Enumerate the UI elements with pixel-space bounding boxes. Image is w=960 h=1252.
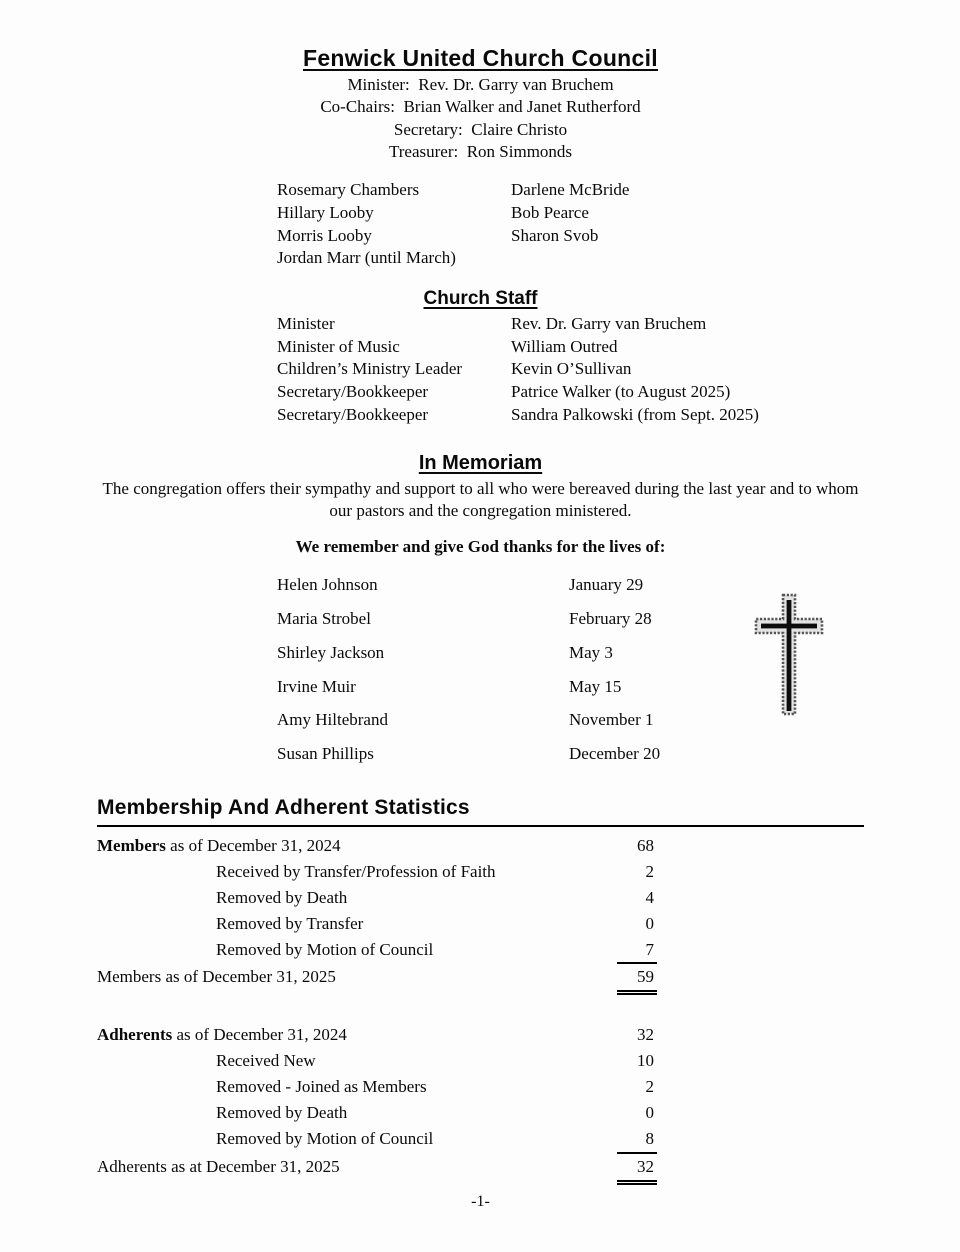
stat-label-bold: Adherents <box>97 1025 173 1045</box>
staff-name: Patrice Walker (to August 2025) <box>511 382 731 402</box>
stat-value: 68 <box>637 835 654 855</box>
stat-label-text: as of December 31, 2024 <box>172 1025 347 1045</box>
memoriam-name: Susan Phillips <box>277 744 374 764</box>
stat-row <box>97 1048 864 1074</box>
council-member: Rosemary Chambers <box>277 180 420 200</box>
staff-role: Secretary/Bookkeeper <box>277 382 429 402</box>
stat-row <box>97 1154 864 1185</box>
staff-name: Kevin O’Sullivan <box>511 359 632 379</box>
officer-line-cochairs: Co-Chairs: Brian Walker and Janet Rutherford <box>320 97 641 117</box>
stat-label: Adherents as at December 31, 2025 <box>97 1156 340 1176</box>
stat-value: 32 <box>637 1025 654 1045</box>
stat-label-text: as of December 31, 2024 <box>165 835 341 855</box>
staff-name: William Outred <box>511 336 618 356</box>
stat-row <box>97 885 864 911</box>
stat-label: Removed by Death <box>216 887 348 907</box>
stat-value: 0 <box>645 1103 654 1123</box>
church-staff-list <box>277 313 864 427</box>
council-member: Hillary Looby <box>277 202 374 222</box>
stat-label-bold: Members <box>97 835 166 855</box>
stat-row <box>97 964 864 995</box>
staff-role: Secretary/Bookkeeper <box>277 404 429 424</box>
stat-row <box>97 859 864 885</box>
in-memoriam-heading: In Memoriam <box>418 451 543 474</box>
council-members-list <box>277 179 864 270</box>
memoriam-date: January 29 <box>569 575 644 595</box>
council-member: Darlene McBride <box>511 180 630 200</box>
memoriam-date: February 28 <box>569 608 652 628</box>
in-memoriam-paragraph: The congregation offers their sympathy and support to all who were bereaved during the last year and to whom our pastors and the congregation ministered. <box>102 478 859 520</box>
memoriam-date: May 3 <box>569 642 613 662</box>
stat-value: 2 <box>645 861 654 881</box>
stat-value: 0 <box>645 913 654 933</box>
stat-label: Removed by Death <box>216 1103 348 1123</box>
stat-row <box>97 1022 864 1048</box>
council-member-empty <box>511 247 864 270</box>
memoriam-name: Amy Hiltebrand <box>277 710 388 730</box>
stat-label: Removed by Motion of Council <box>216 1128 434 1148</box>
council-officers <box>97 74 864 163</box>
memoriam-date: November 1 <box>569 710 654 730</box>
officer-line-minister: Minister: Rev. Dr. Garry van Bruchem <box>347 75 614 94</box>
in-memoriam-subheading: We remember and give God thanks for the lives of: <box>295 537 666 557</box>
stat-label: Received by Transfer/Profession of Faith <box>216 861 496 881</box>
officer-line-treasurer: Treasurer: Ron Simmonds <box>388 141 573 161</box>
council-member: Sharon Svob <box>511 225 599 245</box>
council-member: Morris Looby <box>277 225 372 245</box>
page-number: -1- <box>471 1192 490 1210</box>
stat-label <box>97 833 617 859</box>
page-title: Fenwick United Church Council <box>302 45 658 71</box>
memoriam-date: May 15 <box>569 676 622 696</box>
stat-row <box>97 937 864 965</box>
memoriam-name: Irvine Muir <box>277 676 356 696</box>
stat-label <box>97 1022 617 1048</box>
stat-label: Removed by Transfer <box>216 913 364 933</box>
staff-name: Sandra Palkowski (from Sept. 2025) <box>511 404 759 424</box>
statistics-heading: Membership And Adherent Statistics <box>97 795 470 819</box>
adherents-statistics <box>97 1022 864 1184</box>
stat-row <box>97 1126 864 1154</box>
christian-cross-icon <box>753 592 825 718</box>
church-staff-heading: Church Staff <box>423 288 538 309</box>
stat-row <box>97 911 864 937</box>
officer-line-secretary: Secretary: Claire Christo <box>393 119 568 139</box>
stat-label: Received New <box>216 1051 316 1071</box>
staff-role: Minister <box>277 314 335 333</box>
section-spacer <box>97 995 864 1016</box>
stat-label: Removed - Joined as Members <box>216 1077 427 1097</box>
stat-value: 2 <box>645 1077 654 1097</box>
memoriam-date: December 20 <box>569 744 661 764</box>
staff-role: Children’s Ministry Leader <box>277 359 463 379</box>
council-member: Bob Pearce <box>511 202 589 222</box>
council-member: Jordan Marr (until March) <box>277 248 456 268</box>
stat-value-subtotal: 7 <box>617 937 657 965</box>
memoriam-name: Shirley Jackson <box>277 642 385 662</box>
stat-value: 10 <box>637 1051 654 1071</box>
stat-value-total: 32 <box>617 1154 657 1185</box>
stat-row <box>97 1074 864 1100</box>
memoriam-name: Maria Strobel <box>277 608 371 628</box>
stat-value-total: 59 <box>617 964 657 995</box>
stat-label: Removed by Motion of Council <box>216 939 434 959</box>
stat-row <box>97 833 864 859</box>
stat-label: Members as of December 31, 2025 <box>97 967 336 987</box>
memoriam-name: Helen Johnson <box>277 575 378 595</box>
stat-value-subtotal: 8 <box>617 1126 657 1154</box>
staff-role: Minister of Music <box>277 336 400 356</box>
statistics-rule <box>97 825 864 827</box>
staff-name: Rev. Dr. Garry van Bruchem <box>511 314 707 333</box>
stat-value: 4 <box>645 887 654 907</box>
members-statistics <box>97 833 864 995</box>
stat-row <box>97 1100 864 1126</box>
